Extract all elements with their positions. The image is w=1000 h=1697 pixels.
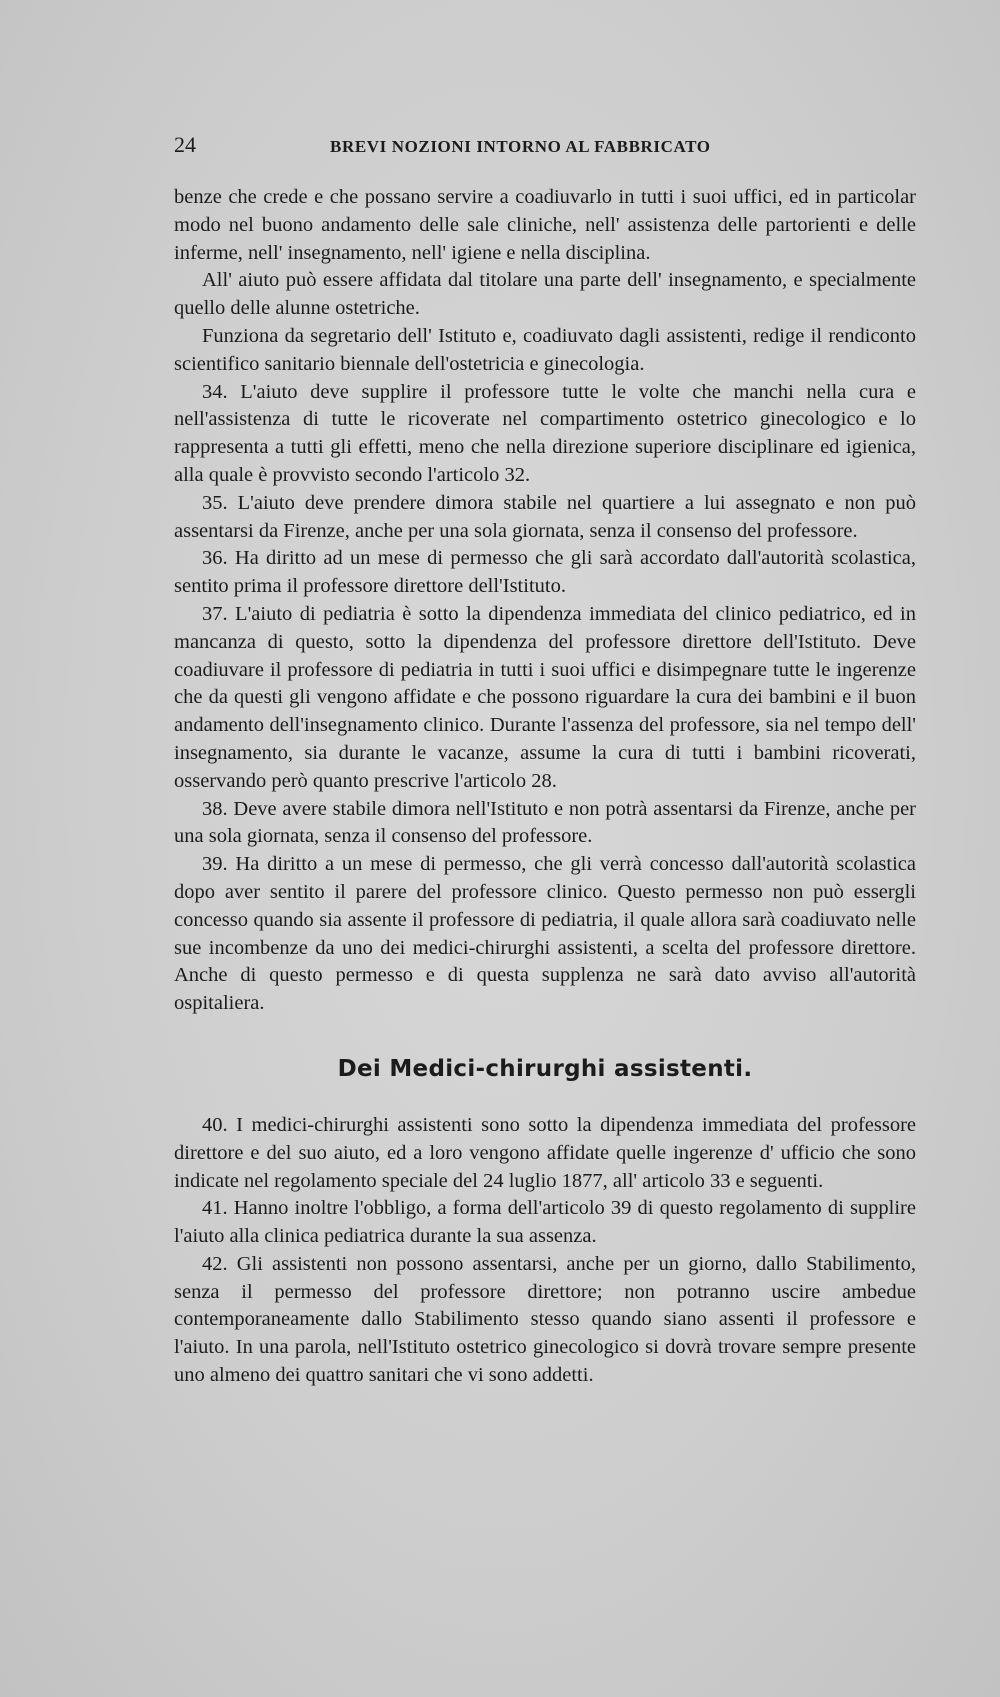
article-36: 36. Ha diritto ad un mese di permesso che gli sarà accordato dall'autorità scolastica, sentito prima il professore direttore dell'Istituto. [174, 547, 916, 598]
article-35: 35. L'aiuto deve prendere dimora stabile nel quartiere a lui assegnato e non può assentarsi da Firenze, anche per una sola giornata, senza il consenso del professore. [174, 491, 916, 542]
paragraph: Funziona da segretario dell' Istituto e, coadiuvato dagli assistenti, redige il rendiconto scientifico sanitario biennale dell'ostetricia e ginecologia. [174, 324, 916, 375]
article-40: 40. I medici-chirurghi assistenti sono sotto la dipendenza immediata del professore direttore e del suo aiuto, ed a loro vengono affidate quelle ingerenze d' ufficio che sono indicate nel regolamento speciale del 24 luglio 1877, all' articolo 33 e seguenti. [174, 1113, 916, 1192]
paragraphs-after [174, 1112, 916, 1390]
body-text [174, 184, 916, 1390]
book-page [174, 132, 916, 1390]
article-42: 42. Gli assistenti non possono assentarsi, anche per un giorno, dallo Stabilimento, senza il permesso del professore direttore; non potranno uscire ambedue contemporaneamente dallo Stabilimento stesso quando siano assenti il professore e l'aiuto. In una parola, nell'Istituto ostetrico ginecologico si dovrà trovare sempre presente uno almeno dei quattro sanitari che vi sono addetti. [174, 1252, 916, 1387]
article-41: 41. Hanno inoltre l'obbligo, a forma dell'articolo 39 di questo regolamento di supplire l'aiuto alla clinica pediatrica durante la sua assenza. [174, 1197, 916, 1248]
article-38: 38. Deve avere stabile dimora nell'Istituto e non potrà assentarsi da Firenze, anche per una sola giornata, senza il consenso del professore. [174, 797, 916, 848]
section-heading: Dei Medici-chirurghi assistenti. [337, 1055, 753, 1082]
article-39: 39. Ha diritto a un mese di permesso, che gli verrà concesso dall'autorità scolastica dopo aver sentito il parere del professore clinico. Questo permesso non può essergli concesso quando sia assente il professore di pediatria, il quale allora sarà coadiuvato nelle sue incombenze da uno dei medici-chirurghi assistenti, a scelta del professore direttore. Anche di questo permesso e di questa supplenza ne sarà dato avviso all'autorità ospitaliera. [174, 853, 916, 1015]
article-37: 37. L'aiuto di pediatria è sotto la dipendenza immediata del clinico pediatrico, ed in mancanza di questo, sotto la dipendenza del professore direttore dell'Istituto. Deve coadiuvare il professore di pediatria in tutti i suoi uffici e disimpegnare tutte le ingerenze che da questi gli vengono affidate e che possono riguardare la cura dei bambini e il buon andamento dell'insegnamento clinico. Durante l'assenza del professore, sia nel tempo dell' insegnamento, sia durante le vacanze, assume la cura di tutti i bambini ricoverati, osservando però quanto prescrive l'articolo 28. [174, 602, 916, 792]
paragraph: benze che crede e che possano servire a coadiuvarlo in tutti i suoi uffici, ed in particolar modo nel buono andamento delle sale cliniche, nell' assistenza delle partorienti e delle inferme, nell' insegnamento, nell' igiene e nella disciplina. [174, 186, 916, 264]
running-title: BREVI NOZIONI INTORNO AL FABBRICATO [330, 137, 711, 156]
article-34: 34. L'aiuto deve supplire il professore tutte le volte che manchi nella cura e nell'assistenza di tutte le ricoverate nel compartimento ostetrico ginecologico e lo rappresenta a tutti gli effetti, meno che nella direzione superiore disciplinare ed igienica, alla quale è provvisto secondo l'articolo 32. [174, 380, 916, 486]
paragraphs-before [174, 184, 916, 1018]
paragraph: All' aiuto può essere affidata dal titolare una parte dell' insegnamento, e specialmente quello delle alunne ostetriche. [174, 269, 916, 320]
running-head [174, 132, 916, 158]
page-number: 24 [174, 132, 196, 157]
